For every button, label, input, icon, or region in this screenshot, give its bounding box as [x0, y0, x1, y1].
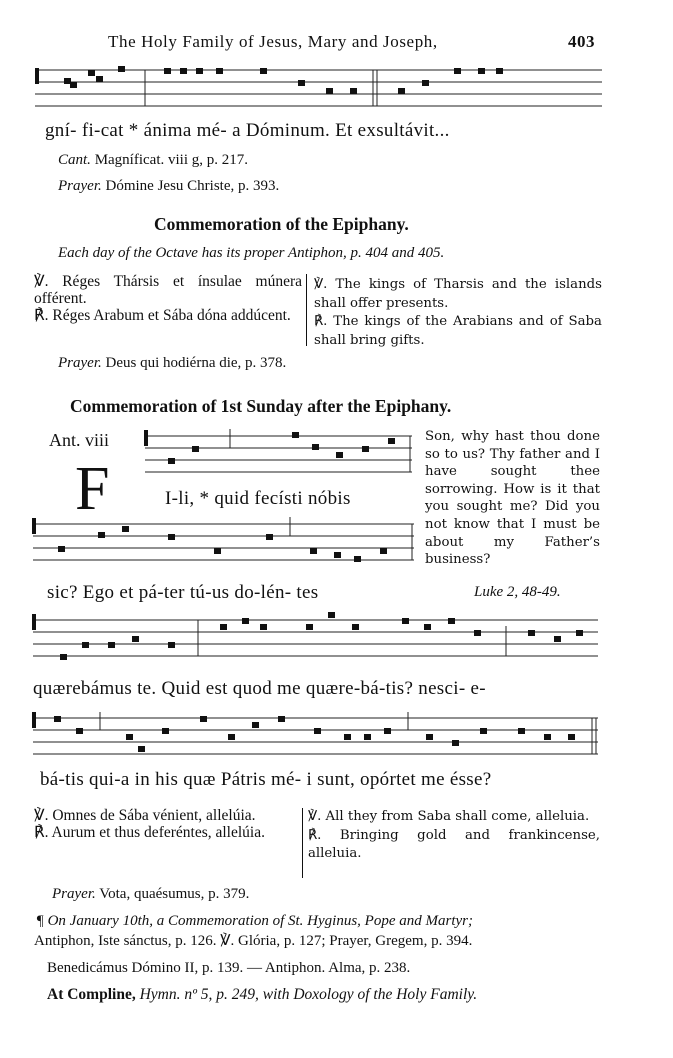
chant-lyrics-line: sic? Ego et pá-ter tú-us do-lén- tes: [47, 582, 319, 603]
antiphon-translation: Son, why hast thou done so to us? Thy father and I have sought thee sorrowing. How is it that you sought me? Did you not know that I must be about my Father’s business?: [425, 429, 600, 568]
prayer-label: Prayer.: [52, 886, 96, 902]
column-divider: [302, 808, 303, 878]
prayer-label: Prayer.: [58, 178, 102, 194]
chant-lyrics-line: gní- fi-cat * ánima mé- a Dóminum. Et exsultávit...: [45, 120, 450, 141]
versicle-latin-v: ℣. Réges Thársis et ínsulae múnera offérent.: [34, 273, 302, 307]
benedicamus-note: Benedicámus Dómino II, p. 139. — Antiphon. Alma, p. 238.: [47, 960, 411, 976]
prayer-text: Vota, quaésumus, p. 379.: [99, 886, 250, 902]
section-heading: Commemoration of 1st Sunday after the Epiphany.: [70, 396, 452, 416]
chant-staff-5: [28, 704, 602, 770]
chant-lyrics-line: quærebámus te. Quid est quod me quære-bá-tis? nesci- e-: [33, 678, 486, 699]
compline-text: Hymn. nº 5, p. 249, with Doxology of the Holy Family.: [139, 986, 478, 1003]
versicle-latin-r: ℟. Aurum et thus deferéntes, allelúia.: [34, 824, 265, 841]
versicle-english-r: ℟. Bringing gold and frankincense, alleluia.: [308, 827, 600, 862]
chant-lyrics-line: bá-tis qui-a in his quæ Pátris mé- i sunt, opórtet me ésse?: [40, 769, 492, 790]
versicle-latin: [34, 273, 302, 324]
chant-staff-1: [30, 60, 605, 120]
page-number: 403: [568, 32, 595, 51]
prayer-label: Prayer.: [58, 355, 102, 371]
cant-text: Magníficat. viii g, p. 217.: [94, 152, 248, 168]
cant-label: Cant.: [58, 152, 91, 168]
chant-lyrics-line: I-li, * quid fecísti nóbis: [165, 488, 351, 509]
versicle-english-v: ℣. All they from Saba shall come, alleluia.: [308, 809, 590, 824]
prayer-text: Deus qui hodiérna die, p. 378.: [105, 355, 287, 371]
section-heading: Commemoration of the Epiphany.: [154, 214, 409, 234]
antiphon-label: Ant. viii: [49, 430, 110, 450]
versicle-english-r: ℟. The kings of the Arabians and of Saba shall bring gifts.: [314, 314, 602, 348]
chant-staff-4: [28, 606, 602, 676]
compline-label: At Compline,: [47, 986, 136, 1003]
chant-staff-3: [28, 512, 418, 578]
versicle-latin-v: ℣. Omnes de Sába vénient, allelúia.: [34, 807, 256, 824]
versicle-english: [314, 276, 602, 350]
column-divider: [306, 274, 307, 346]
rubric-hyginus-continued: Antiphon, Iste sánctus, p. 126. ℣. Glória, p. 127; Prayer, Gregem, p. 394.: [34, 933, 473, 949]
versicle-latin: [34, 807, 296, 841]
versicle-english: [308, 808, 600, 864]
section-note: Each day of the Octave has its proper Antiphon, p. 404 and 405.: [58, 245, 445, 261]
versicle-latin-r: ℟. Réges Arabum et Sába dóna addúcent.: [34, 307, 291, 324]
initial-letter: F: [75, 455, 110, 523]
scripture-reference: Luke 2, 48-49.: [474, 584, 561, 600]
rubric-hyginus: ¶ On January 10th, a Commemoration of St. Hyginus, Pope and Martyr;: [36, 913, 473, 929]
versicle-english-v: ℣. The kings of Tharsis and the islands shall offer presents.: [314, 277, 602, 311]
chant-staff-2: [140, 424, 416, 484]
prayer-text: Dómine Jesu Christe, p. 393.: [105, 178, 280, 194]
running-header: The Holy Family of Jesus, Mary and Joseph,: [108, 32, 438, 51]
